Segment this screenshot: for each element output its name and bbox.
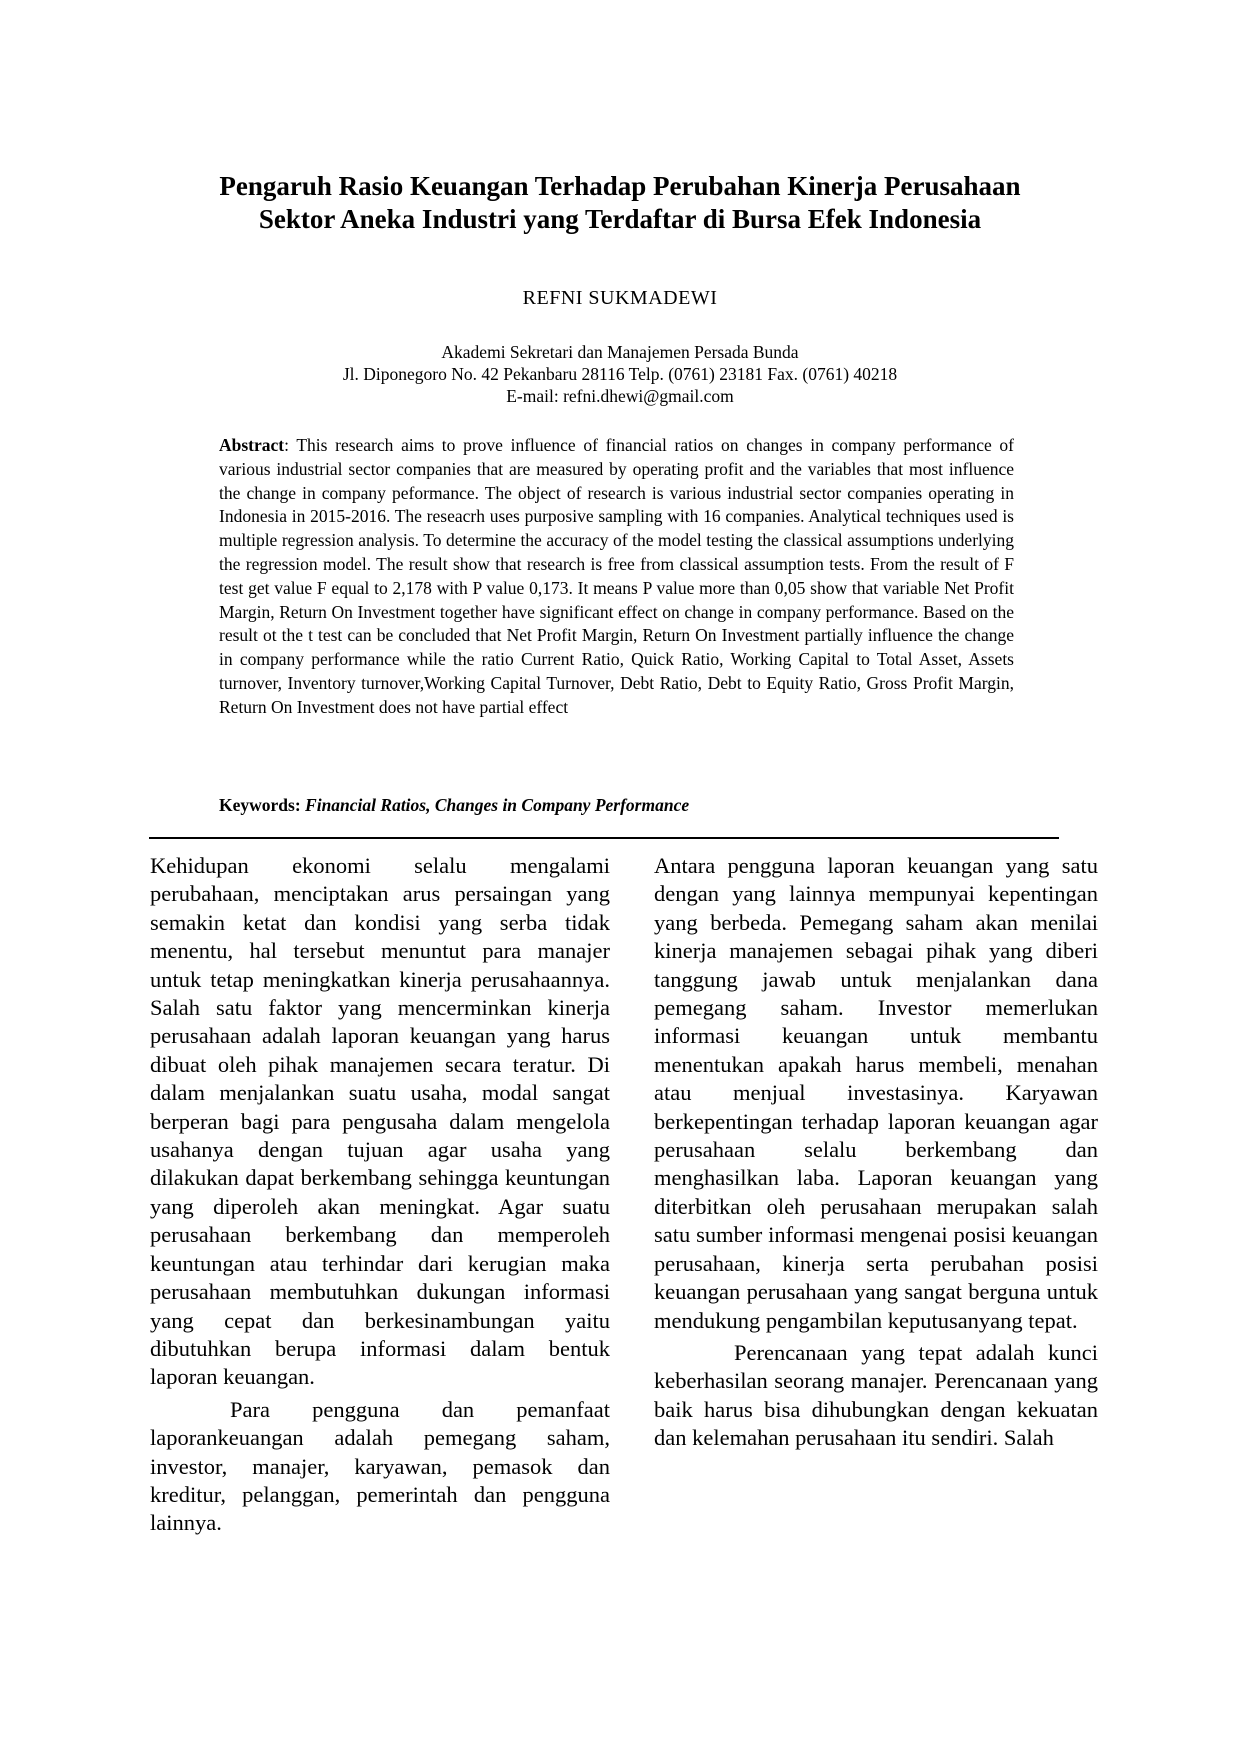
affiliation: Akademi Sekretari dan Manajemen Persada Bunda [441, 342, 799, 362]
email: E-mail: refni.dhewi@gmail.com [506, 386, 734, 406]
abstract-text: : This research aims to prove influence of financial ratios on changes in company performance of various industrial sector companies that are measured by operating profit and the variables that most influence the change in company peformance. The object of research is various industrial sector companies operating in Indonesia in 2015-2016. The reseacrh uses purposive sampling with 16 companies. Analytical techniques used is multiple regression analysis. To determine the accuracy of the model testing the classical assumptions underlying the regression model. The result show that research is free from classical assumption tests. From the result of F test get value F equal to 2,178 with P value 0,173. It means P value more than 0,05 show that variable Net Profit Margin, Return On Investment together have significant effect on change in company performance. Based on the result ot the t test can be concluded that Net Profit Margin, Return On Investment partially influence the change in company performance while the ratio Current Ratio, Quick Ratio, Working Capital to Total Asset, Assets turnover, Inventory turnover,Working Capital Turnover, Debt Ratio, Debt to Equity Ratio, Gross Profit Margin, Return On Investment does not have partial effect [219, 435, 1014, 717]
body-paragraph: Para pengguna dan pemanfaat laporankeuangan adalah pemegang saham, investor, manajer, karyawan, pemasok dan kreditur, pelanggan, pemerintah dan pengguna lainnya. [150, 1396, 610, 1536]
keywords-label: Keywords: [219, 795, 306, 815]
paper-title [140, 170, 1100, 236]
address: Jl. Diponegoro No. 42 Pekanbaru 28116 Telp. (0761) 23181 Fax. (0761) 40218 [342, 364, 898, 384]
author-name: REFNI SUKMADEWI [522, 287, 718, 309]
body-paragraph: Perencanaan yang tepat adalah kunci keberhasilan seorang manajer. Perencanaan yang baik harus bisa dihubungkan dengan kekuatan dan kelemahan perusahaan itu sendiri. Salah [654, 1339, 1098, 1451]
keywords-text: Financial Ratios, Changes in Company Performance [305, 795, 690, 815]
section-divider [149, 837, 1059, 839]
body-paragraph: Antara pengguna laporan keuangan yang satu dengan yang lainnya mempunyai kepentingan yang berbeda. Pemegang saham akan menilai kinerja manajemen sebagai pihak yang diberi tanggung jawab untuk menjalankan dana pemegang saham. Investor memerlukan informasi keuangan untuk membantu menentukan apakah harus membeli, menahan atau menjual investasinya. Karyawan berkepentingan terhadap laporan keuangan agar perusahaan selalu berkembang dan menghasilkan laba. Laporan keuangan yang diterbitkan oleh perusahaan merupakan salah satu sumber informasi mengenai posisi keuangan perusahaan, kinerja serta perubahan posisi keuangan perusahaan yang sangat berguna untuk mendukung pengambilan keputusanyang tepat. [654, 853, 1098, 1333]
title-line-1: Pengaruh Rasio Keuangan Terhadap Perubahan Kinerja Perusahaan [219, 171, 1021, 201]
title-line-2: Sektor Aneka Industri yang Terdaftar di Bursa Efek Indonesia [258, 204, 982, 234]
keywords [219, 795, 1014, 816]
body-paragraph: Kehidupan ekonomi selalu mengalami perubahaan, menciptakan arus persaingan yang semakin ketat dan kondisi yang serba tidak menentu, hal tersebut menuntut para manajer untuk tetap meningkatkan kinerja perusahaannya. Salah satu faktor yang mencerminkan kinerja perusahaan adalah laporan keuangan yang harus dibuat oleh pihak manajemen secara teratur. Di dalam menjalankan suatu usaha, modal sangat berperan bagi para pengusaha dalam mengelola usahanya dengan tujuan agar usaha yang dilakukan dapat berkembang sehingga keuntungan yang diperoleh akan meningkat. Agar suatu perusahaan berkembang dan memperoleh keuntungan atau terhindar dari kerugian maka perusahaan membutuhkan dukungan informasi yang cepat dan berkesinambungan yaitu dibutuhkan berupa informasi dalam bentuk laporan keuangan. [150, 853, 610, 1390]
body-column-right [654, 852, 1098, 1453]
body-column-left [150, 852, 610, 1538]
affiliation-block [0, 341, 1240, 407]
abstract [219, 434, 1014, 720]
abstract-label: Abstract [219, 435, 285, 455]
